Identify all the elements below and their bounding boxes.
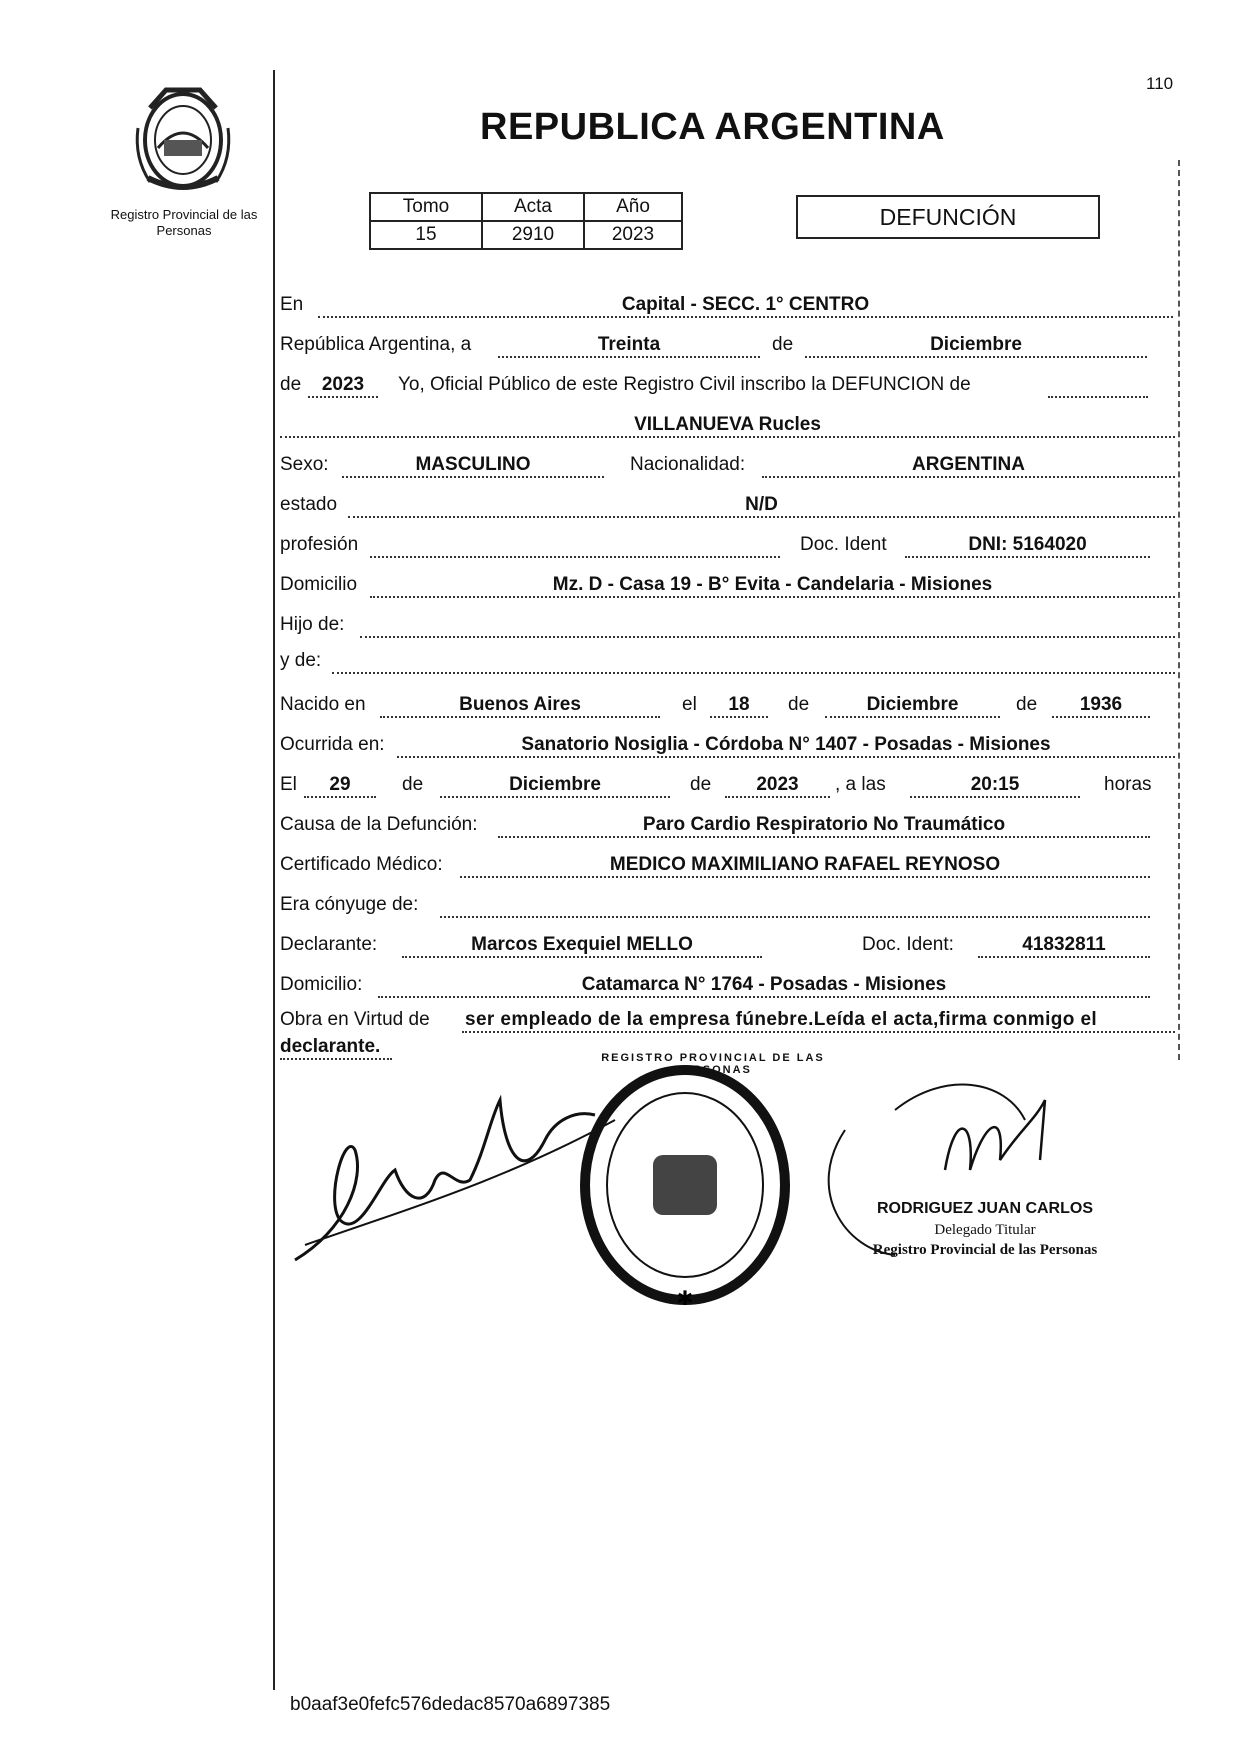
row-place xyxy=(280,288,1175,318)
year-value: 2023 xyxy=(321,374,365,395)
month-value: Diciembre xyxy=(930,334,1022,355)
death-de-label-2: de xyxy=(690,774,712,795)
row-mother xyxy=(280,644,1175,674)
nationality-value: ARGENTINA xyxy=(912,454,1025,475)
death-el-label: El xyxy=(280,774,297,795)
row-deceased-name xyxy=(280,408,1175,438)
declarant-signature xyxy=(295,1100,595,1260)
row-occurred xyxy=(280,728,1175,758)
mother-label: y de: xyxy=(280,650,322,671)
father-label: Hijo de: xyxy=(280,614,345,635)
row-civil-status xyxy=(280,488,1175,518)
row-spouse xyxy=(280,888,1175,918)
occurred-label: Ocurrida en: xyxy=(280,734,385,755)
row-declarant xyxy=(280,928,1175,958)
row-address xyxy=(280,568,1175,598)
registry-name: Registro Provincial de las Personas xyxy=(110,207,258,238)
profession-label: profesión xyxy=(280,534,359,555)
birth-de-label: de xyxy=(788,694,810,715)
row-virtue xyxy=(280,1003,1175,1033)
birth-day: 18 xyxy=(728,694,750,715)
declarant-address-value: Catamarca N° 1764 - Posadas - Misiones xyxy=(581,974,947,995)
acta-header: Acta xyxy=(482,193,584,221)
country-label: República Argentina, a xyxy=(280,334,472,355)
row-date xyxy=(280,328,1175,358)
spouse-label: Era cónyuge de: xyxy=(280,894,419,915)
certificate-value: MEDICO MAXIMILIANO RAFAEL REYNOSO xyxy=(609,854,1001,875)
born-label: Nacido en xyxy=(280,694,366,715)
birth-year: 1936 xyxy=(1079,694,1123,715)
deceased-name: VILLANUEVA Rucles xyxy=(634,414,821,435)
address-value: Mz. D - Casa 19 - B° Evita - Candelaria - Misiones xyxy=(552,574,993,595)
right-margin-line xyxy=(1178,160,1180,1060)
de-label: de xyxy=(772,334,794,355)
virtue-text: ser empleado de la empresa fúnebre.Leída el acta,firma conmigo el xyxy=(465,1009,1098,1030)
page-number: 110 xyxy=(1146,74,1174,93)
el-label: el xyxy=(682,694,697,715)
doc-label: Doc. Ident xyxy=(800,534,887,555)
occurred-place: Sanatorio Nosiglia - Córdoba N° 1407 - Posadas - Misiones xyxy=(521,734,1051,755)
cause-label: Causa de la Defunción: xyxy=(280,814,478,835)
signature-area xyxy=(285,1060,1165,1320)
acta-value: 2910 xyxy=(482,221,584,249)
civil-status-value: N/D xyxy=(745,494,778,515)
declarant-address-label: Domicilio: xyxy=(280,974,363,995)
death-month: Diciembre xyxy=(509,774,601,795)
row-virtue-2 xyxy=(280,1030,420,1060)
death-de-label: de xyxy=(402,774,424,795)
provincial-seal-logo xyxy=(128,78,238,198)
row-sex-nationality xyxy=(280,448,1175,478)
hours-label: horas xyxy=(1104,774,1152,795)
official-name: RODRIGUEZ JUAN CARLOS xyxy=(876,1200,1093,1217)
at-label: , a las xyxy=(835,774,886,795)
official-stamp xyxy=(585,1070,785,1310)
row-father xyxy=(280,608,1175,638)
virtue-label: Obra en Virtud de xyxy=(280,1009,430,1030)
death-day: 29 xyxy=(329,774,351,795)
declarant-value: Marcos Exequiel MELLO xyxy=(471,934,693,955)
row-declarant-address xyxy=(280,968,1175,998)
row-cause xyxy=(280,808,1175,838)
official-office: Registro Provincial de las Personas xyxy=(872,1242,1098,1258)
official-signature xyxy=(945,1100,1045,1170)
row-certificate xyxy=(280,848,1175,878)
reference-table xyxy=(369,192,683,250)
row-statement xyxy=(280,368,1175,398)
row-death-date xyxy=(280,768,1175,798)
certificate-label: Certificado Médico: xyxy=(280,854,443,875)
birth-place: Buenos Aires xyxy=(459,694,581,715)
stamp-text: REGISTRO PROVINCIAL DE LAS PERSONAS xyxy=(601,1052,825,1076)
en-label: En xyxy=(280,294,304,315)
document-title: REPUBLICA ARGENTINA xyxy=(480,106,945,148)
sex-value: MASCULINO xyxy=(415,454,531,475)
day-word: Treinta xyxy=(597,334,661,355)
declarant-doc-label: Doc. Ident: xyxy=(862,934,954,955)
birth-de-label-2: de xyxy=(1016,694,1038,715)
document-type-box: DEFUNCIÓN xyxy=(796,195,1100,239)
declarant-label: Declarante: xyxy=(280,934,378,955)
civil-status-label: estado xyxy=(280,494,338,515)
birth-month: Diciembre xyxy=(866,694,959,715)
anio-header: Año xyxy=(584,193,682,221)
death-time: 20:15 xyxy=(970,774,1020,795)
tomo-value: 15 xyxy=(370,221,482,249)
death-year: 2023 xyxy=(756,774,799,795)
doc-value: DNI: 5164020 xyxy=(968,534,1087,555)
declarant-doc-value: 41832811 xyxy=(1022,934,1106,955)
row-profession-doc xyxy=(280,528,1175,558)
svg-text:✱: ✱ xyxy=(676,1288,694,1310)
row-birth xyxy=(280,688,1175,718)
document-hash: b0aaf3e0fefc576dedac8570a6897385 xyxy=(290,1694,611,1715)
sex-label: Sexo: xyxy=(280,454,329,475)
official-title: Delegado Titular xyxy=(934,1222,1036,1238)
left-margin-line xyxy=(273,70,275,1690)
place-value: Capital - SECC. 1° CENTRO xyxy=(621,294,870,315)
de-label-2: de xyxy=(280,374,302,395)
anio-value: 2023 xyxy=(584,221,682,249)
cause-value: Paro Cardio Respiratorio No Traumático xyxy=(642,814,1006,835)
virtue-text-2: declarante. xyxy=(280,1036,381,1057)
tomo-header: Tomo xyxy=(370,193,482,221)
address-label: Domicilio xyxy=(280,574,358,595)
officer-statement: Yo, Oficial Público de este Registro Civil inscribo la DEFUNCION de xyxy=(398,374,971,395)
nationality-label: Nacionalidad: xyxy=(630,454,746,475)
